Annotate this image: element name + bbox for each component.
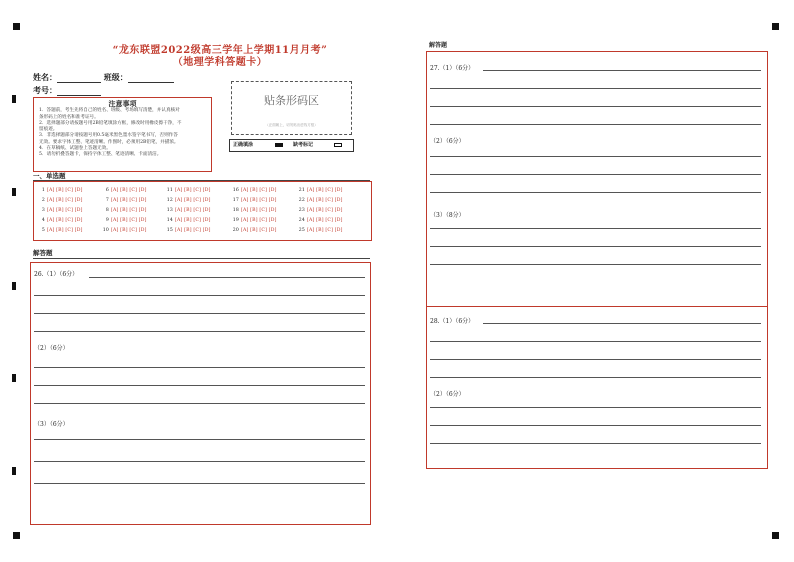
sheet-subtitle: （地理学科答题卡） — [172, 57, 268, 68]
q27-part3-label: （3）（8分） — [430, 212, 465, 219]
exam-no-field[interactable] — [57, 87, 101, 96]
question-number: 23 — [298, 208, 305, 213]
answer-options: [A] [B] [C] [D] — [47, 208, 83, 213]
writing-line[interactable] — [34, 313, 365, 314]
notice-line: 2．选择题部分请按题号用2B铅笔填涂方框，修改时用橡皮擦干净，不 — [39, 120, 182, 126]
q26-number: 26. — [34, 271, 44, 278]
writing-line[interactable] — [34, 331, 365, 332]
q26-part1: （1）（6分） — [43, 271, 79, 278]
timing-mark — [12, 467, 16, 475]
mc-question[interactable] — [102, 228, 147, 233]
absent-mark-box[interactable] — [334, 143, 342, 147]
mc-question[interactable] — [298, 208, 343, 213]
mc-question[interactable] — [102, 188, 147, 193]
timing-mark — [12, 95, 16, 103]
q28-part2-label: （2）（6分） — [430, 391, 465, 398]
question-number: 20 — [232, 228, 239, 233]
writing-line[interactable] — [34, 295, 365, 296]
mc-question[interactable] — [166, 208, 211, 213]
notice-line: 1．答题前，考生先将自己的姓名、班级、考场填写清楚，并认真核对 — [39, 108, 180, 114]
correct-fill-label: 正确填涂 — [233, 142, 254, 148]
question-number: 4 — [41, 218, 45, 223]
writing-line[interactable] — [430, 246, 761, 247]
sheet-title: “龙东联盟2022级高三学年上学期11月月考” — [112, 45, 328, 56]
q27-part1-label — [430, 63, 474, 72]
mc-question[interactable] — [298, 188, 343, 193]
section-divider — [33, 258, 370, 259]
answer-options: [A] [B] [C] [D] — [307, 198, 343, 203]
notice-box — [33, 97, 212, 172]
correct-fill-sample — [275, 143, 283, 147]
mc-question[interactable] — [102, 208, 147, 213]
notice-heading: 注意事项 — [108, 99, 137, 108]
mc-question[interactable] — [166, 228, 211, 233]
writing-line[interactable] — [34, 367, 365, 368]
notice-line: 留痕迹。 — [39, 127, 58, 133]
mc-question[interactable] — [38, 198, 83, 203]
answer-options: [A] [B] [C] [D] — [47, 218, 83, 223]
answer-options: [A] [B] [C] [D] — [47, 228, 83, 233]
writing-line[interactable] — [34, 385, 365, 386]
writing-line[interactable] — [483, 323, 761, 324]
question-number: 21 — [298, 188, 305, 193]
name-row — [33, 72, 174, 83]
q28-answer-box — [426, 305, 768, 469]
question-number: 15 — [166, 228, 173, 233]
mc-answer-box — [33, 181, 372, 241]
answer-options: [A] [B] [C] [D] — [111, 208, 147, 213]
class-label: 班级： — [103, 72, 128, 82]
mc-question[interactable] — [298, 198, 343, 203]
answer-options: [A] [B] [C] [D] — [175, 188, 211, 193]
notice-line: 条形码上的姓名和准考证号。 — [39, 114, 99, 120]
q27-part1: （1）（6分） — [439, 65, 475, 72]
q28-part1-label — [430, 316, 474, 325]
question-number: 2 — [41, 198, 45, 203]
mc-question[interactable] — [102, 198, 147, 203]
writing-line[interactable] — [89, 277, 365, 278]
answer-options: [A] [B] [C] [D] — [307, 228, 343, 233]
q27-answer-box — [426, 51, 768, 307]
q26-part2-label: （2）（6分） — [34, 345, 69, 352]
question-number: 17 — [232, 198, 239, 203]
notice-line: 无效。要求字体工整、笔迹清晰。作图时，必须用2B铅笔，并描浓。 — [39, 139, 179, 145]
question-number: 6 — [105, 188, 109, 193]
question-number: 22 — [298, 198, 305, 203]
question-number: 16 — [232, 188, 239, 193]
question-number: 9 — [105, 218, 109, 223]
writing-line[interactable] — [430, 228, 761, 229]
writing-line[interactable] — [430, 341, 761, 342]
name-field[interactable] — [57, 74, 101, 83]
answer-options: [A] [B] [C] [D] — [111, 228, 147, 233]
q27-number: 27. — [430, 65, 440, 72]
mc-question[interactable] — [166, 218, 211, 223]
mc-question[interactable] — [38, 208, 83, 213]
writing-line[interactable] — [430, 124, 761, 125]
registration-mark — [13, 532, 20, 539]
question-number: 12 — [166, 198, 173, 203]
mc-question[interactable] — [102, 218, 147, 223]
question-number: 14 — [166, 218, 173, 223]
writing-line[interactable] — [483, 70, 761, 71]
barcode-area[interactable] — [231, 81, 352, 135]
mc-section-heading: 一、单选题 — [33, 172, 66, 180]
timing-mark — [12, 374, 16, 382]
mc-question[interactable] — [232, 208, 277, 213]
barcode-hint: （正面朝上，切勿贴出虚线方框） — [265, 123, 318, 127]
answer-options: [A] [B] [C] [D] — [175, 208, 211, 213]
question-number: 11 — [166, 188, 173, 193]
answer-options: [A] [B] [C] [D] — [111, 218, 147, 223]
class-field[interactable] — [128, 74, 174, 83]
answer-section-heading: 解答题 — [429, 42, 448, 49]
registration-mark — [772, 532, 779, 539]
writing-line[interactable] — [430, 407, 761, 408]
answer-options: [A] [B] [C] [D] — [175, 198, 211, 203]
answer-options: [A] [B] [C] [D] — [241, 208, 277, 213]
mc-question[interactable] — [232, 228, 277, 233]
writing-line[interactable] — [430, 377, 761, 378]
answer-options: [A] [B] [C] [D] — [241, 198, 277, 203]
writing-line[interactable] — [430, 443, 761, 444]
notice-line: 4．在草稿纸、试题卷上答题无效。 — [39, 146, 111, 152]
q27-part2-label: （2）（6分） — [430, 138, 465, 145]
q26-answer-box — [30, 262, 371, 525]
notice-line: 3．非选择题部分请按题号用0.5毫米黑色墨水签字笔书写，否则作答 — [39, 133, 178, 139]
answer-options: [A] [B] [C] [D] — [175, 228, 211, 233]
mc-question[interactable] — [38, 218, 83, 223]
writing-line[interactable] — [34, 483, 365, 484]
answer-options: [A] [B] [C] [D] — [307, 208, 343, 213]
writing-line[interactable] — [430, 192, 761, 193]
answer-options: [A] [B] [C] [D] — [241, 218, 277, 223]
writing-line[interactable] — [34, 403, 365, 404]
mc-question[interactable] — [232, 198, 277, 203]
name-label: 姓名： — [33, 72, 57, 82]
mc-question[interactable] — [166, 198, 211, 203]
answer-options: [A] [B] [C] [D] — [175, 218, 211, 223]
answer-options: [A] [B] [C] [D] — [111, 198, 147, 203]
question-number: 24 — [298, 218, 305, 223]
writing-line[interactable] — [430, 88, 761, 89]
fill-legend — [229, 139, 354, 152]
question-number: 8 — [105, 208, 109, 213]
writing-line[interactable] — [34, 461, 365, 462]
writing-line[interactable] — [34, 439, 365, 440]
exam-no-row — [33, 85, 101, 96]
mc-question[interactable] — [232, 218, 277, 223]
mc-question[interactable] — [166, 188, 211, 193]
question-number: 5 — [41, 228, 45, 233]
registration-mark — [772, 23, 779, 30]
q28-number: 28. — [430, 318, 440, 325]
mc-question[interactable] — [232, 188, 277, 193]
question-number: 25 — [298, 228, 305, 233]
timing-mark — [12, 188, 16, 196]
answer-options: [A] [B] [C] [D] — [111, 188, 147, 193]
answer-options: [A] [B] [C] [D] — [47, 188, 83, 193]
question-number: 19 — [232, 218, 239, 223]
writing-line[interactable] — [430, 264, 761, 265]
writing-line[interactable] — [430, 106, 761, 107]
question-number: 1 — [41, 188, 45, 193]
mc-question[interactable] — [38, 188, 83, 193]
notice-line: 5．请勿折叠答题卡，保持字体工整、笔迹清晰、卡面清洁。 — [39, 152, 162, 158]
exam-no-label: 考号： — [33, 85, 57, 95]
answer-options: [A] [B] [C] [D] — [241, 188, 277, 193]
barcode-label: 贴条形码区 — [264, 94, 319, 107]
question-number: 7 — [105, 198, 109, 203]
question-number: 10 — [102, 228, 109, 233]
writing-line[interactable] — [430, 174, 761, 175]
mc-question[interactable] — [298, 228, 343, 233]
answer-options: [A] [B] [C] [D] — [307, 218, 343, 223]
mc-question[interactable] — [298, 218, 343, 223]
answer-options: [A] [B] [C] [D] — [47, 198, 83, 203]
q26-part3-label: （3）（6分） — [34, 421, 69, 428]
question-number: 3 — [41, 208, 45, 213]
q28-part1: （1）（6分） — [439, 318, 475, 325]
absent-mark-label: 缺考标记 — [293, 142, 314, 148]
writing-line[interactable] — [430, 359, 761, 360]
registration-mark — [13, 23, 20, 30]
timing-mark — [12, 282, 16, 290]
writing-line[interactable] — [430, 425, 761, 426]
answer-options: [A] [B] [C] [D] — [241, 228, 277, 233]
question-number: 18 — [232, 208, 239, 213]
mc-question[interactable] — [38, 228, 83, 233]
q26-part1-label — [34, 269, 78, 278]
writing-line[interactable] — [430, 156, 761, 157]
answer-section-heading: 解答题 — [33, 249, 53, 257]
answer-options: [A] [B] [C] [D] — [307, 188, 343, 193]
question-number: 13 — [166, 208, 173, 213]
